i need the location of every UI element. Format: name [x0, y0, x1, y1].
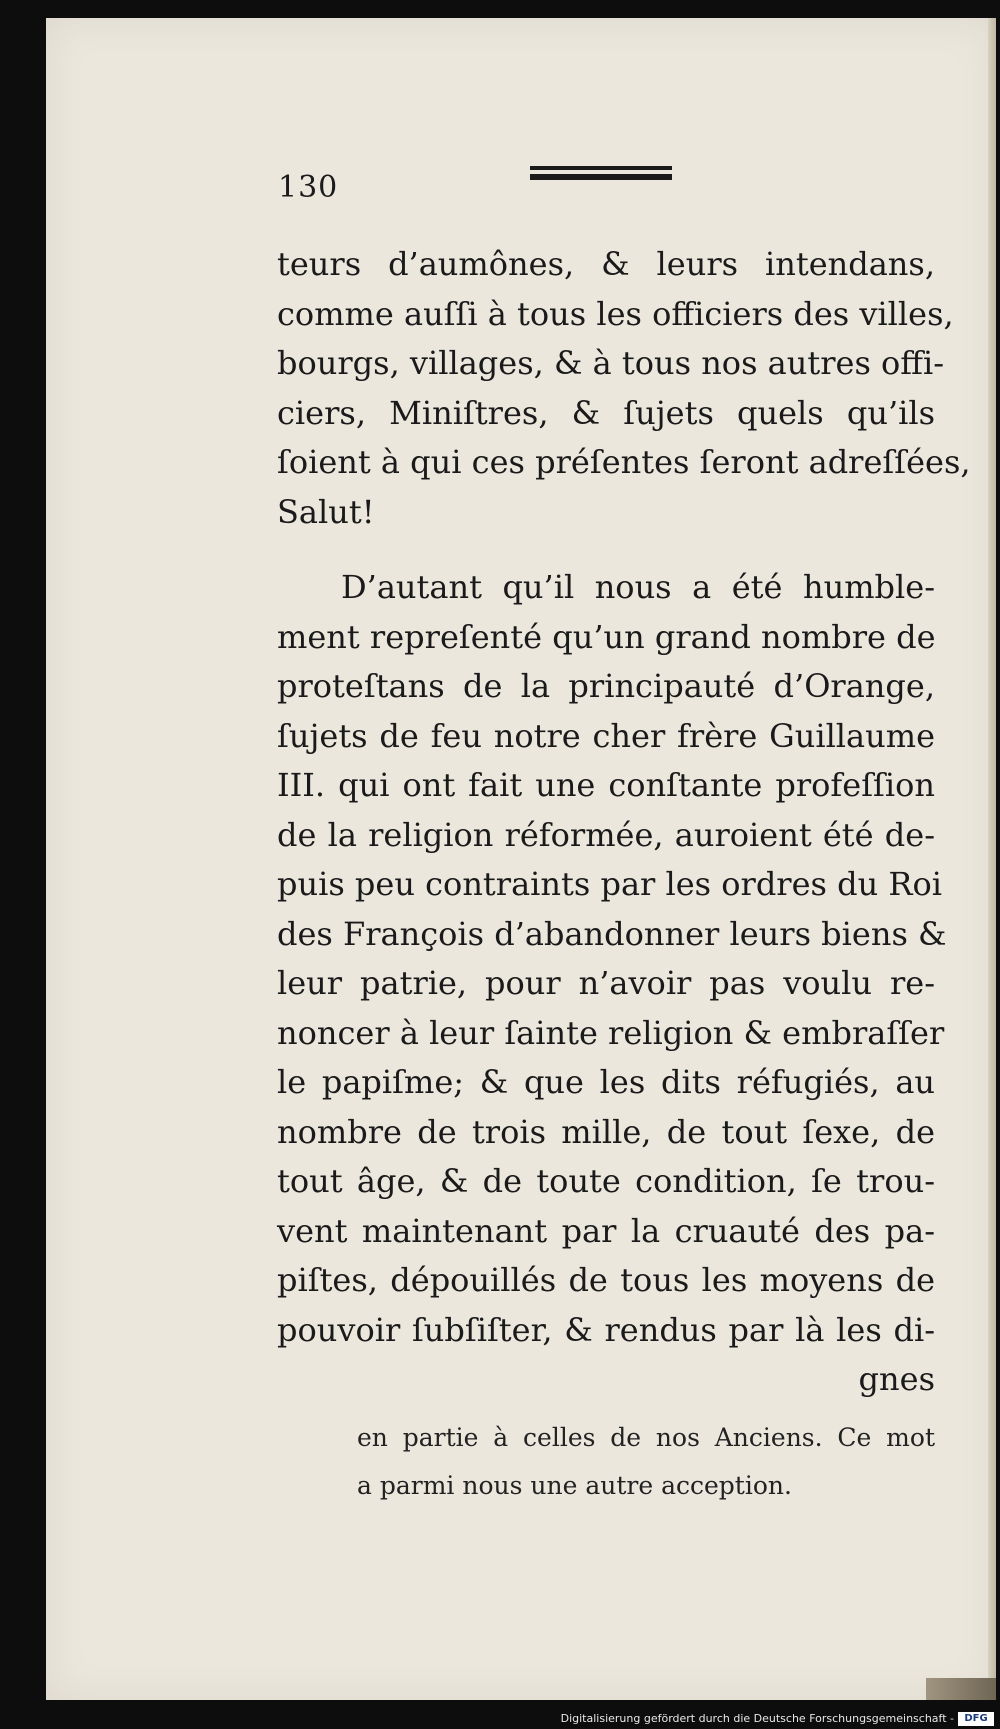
page-number: 130 [278, 170, 339, 205]
text-line: ment repreſenté qu’un grand nombre de [277, 617, 936, 656]
footnote-line: a parmi nous une autre acception. [357, 1471, 792, 1500]
catchword: gnes [858, 1360, 935, 1398]
page-corner-shadow [926, 1678, 996, 1700]
footnote-line: en partie à celles de nos Anciens. Ce mot [357, 1423, 935, 1452]
paragraph-gap [277, 537, 935, 563]
text-line: tout âge, & de toute condition, ſe trou- [277, 1162, 935, 1200]
text-line: le papiſme; & que les dits réfugiés, au [277, 1063, 935, 1101]
digitization-credit: Digitalisierung gefördert durch die Deutsche Forschungsgemeinschaft - [560, 1712, 954, 1725]
text-line: comme auſſi à tous les officiers des villes, [277, 294, 954, 333]
text-line: noncer à leur ſainte religion & embraſſer [277, 1013, 945, 1052]
text-line: puis peu contraints par les ordres du Roi [277, 865, 942, 903]
text-line: leur patrie, pour n’avoir pas voulu re- [277, 964, 935, 1002]
text-line: teurs d’aumônes, & leurs intendans, [277, 245, 935, 283]
text-line: Salut! [277, 492, 375, 531]
text-line: piſtes, dépouillés de tous les moyens de [277, 1261, 935, 1299]
text-line: ſoient à qui ces préſentes ſeront adreſſées, [277, 443, 971, 481]
text-line: ſujets de feu notre cher frère Guillaume [277, 716, 935, 755]
ornament-rule-thick [530, 174, 672, 180]
page-edge [988, 18, 996, 1700]
text-line: bourgs, villages, & à tous nos autres offi- [277, 344, 945, 382]
footnote [357, 1414, 935, 1510]
text-line: vent maintenant par la cruauté des pa- [277, 1211, 935, 1250]
text-line: pouvoir ſubſiſter, & rendus par là les di- [277, 1310, 935, 1349]
body-text [277, 240, 971, 1405]
text-line: D’autant qu’il nous a été humble- [341, 568, 935, 606]
text-line: nombre de trois mille, de tout ſexe, de [277, 1112, 935, 1151]
text-line: proteſtans de la principauté d’Orange, [277, 667, 935, 705]
text-line: III. qui ont fait une conſtante profeſſion [277, 766, 935, 804]
text-line: de la religion réformée, auroient été de- [277, 815, 935, 854]
text-line: ciers, Miniſtres, & ſujets quels qu’ils [277, 393, 935, 432]
text-line: des François d’abandonner leurs biens & [277, 914, 947, 953]
header-ornament [530, 166, 672, 180]
ornament-rule-thin [530, 166, 672, 170]
dfg-logo: DFG [958, 1712, 994, 1726]
